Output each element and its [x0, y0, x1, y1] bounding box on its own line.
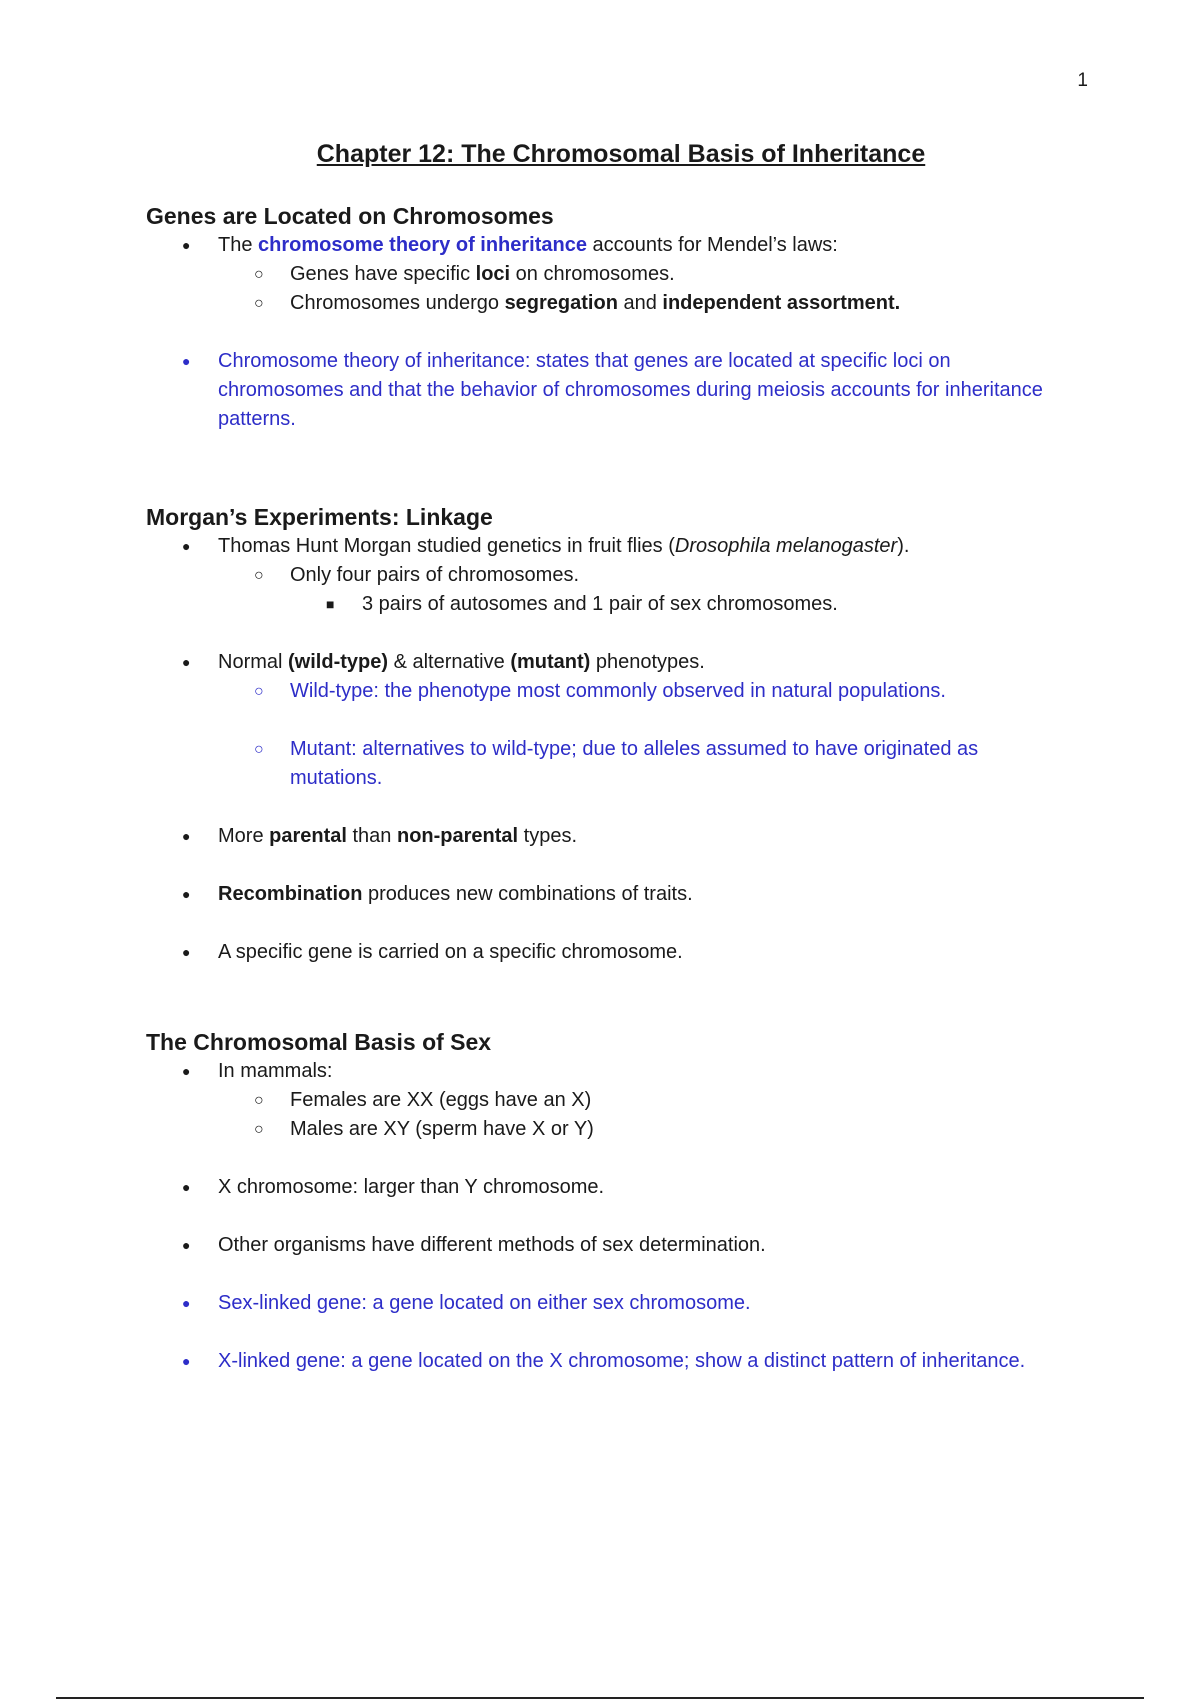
section-genes-located [146, 201, 1066, 434]
definition-item: ● Chromosome theory of inheritance: states that genes are located at specific loci on chromosomes and that the behavior of chromosomes during meiosis accounts for inheritance patterns. [146, 347, 1066, 434]
spacer [146, 318, 1066, 347]
page-title: Chapter 12: The Chromosomal Basis of Inheritance [316, 140, 926, 168]
list-item: ○ Only four pairs of chromosomes. [146, 561, 1066, 590]
spacer [146, 1260, 1066, 1289]
spacer [146, 909, 1066, 938]
section-chromosomal-basis-of-sex [146, 1027, 1066, 1376]
spacer [146, 706, 1066, 735]
spacer [146, 1202, 1066, 1231]
definition-item: ● Sex-linked gene: a gene located on either sex chromosome. [146, 1289, 1066, 1318]
bullet-list [146, 1057, 1066, 1376]
page-bottom-rule [56, 1697, 1144, 1699]
list-item: ● Other organisms have different methods of sex determination. [146, 1231, 1066, 1260]
list-item: ○ Chromosomes undergo segregation and independent assortment. [146, 289, 1066, 318]
list-item: ● X chromosome: larger than Y chromosome. [146, 1173, 1066, 1202]
section-heading: Genes are Located on Chromosomes [146, 203, 554, 229]
list-item: ● A specific gene is carried on a specific chromosome. [146, 938, 1066, 967]
spacer [146, 851, 1066, 880]
list-item: ● Normal (wild-type) & alternative (mutant) phenotypes. [146, 648, 1066, 677]
spacer [146, 967, 1066, 1027]
section-morgan-experiments [146, 502, 1066, 967]
definition-item: ○ Wild-type: the phenotype most commonly observed in natural populations. [146, 677, 1066, 706]
spacer [146, 793, 1066, 822]
spacer [146, 1318, 1066, 1347]
section-heading: The Chromosomal Basis of Sex [146, 1029, 492, 1055]
list-item: ● Thomas Hunt Morgan studied genetics in fruit flies (Drosophila melanogaster). [146, 532, 1066, 561]
list-item: ■ 3 pairs of autosomes and 1 pair of sex chromosomes. [146, 590, 1066, 619]
spacer [146, 1144, 1066, 1173]
bullet-list [146, 532, 1066, 967]
spacer [146, 619, 1066, 648]
list-item: ● Recombination produces new combinations of traits. [146, 880, 1066, 909]
page-number: 1 [1077, 70, 1088, 91]
list-item: ● In mammals: [146, 1057, 1066, 1086]
definition-item: ● X-linked gene: a gene located on the X chromosome; show a distinct pattern of inheritance. [146, 1347, 1066, 1376]
definition-item: ○ Mutant: alternatives to wild-type; due to alleles assumed to have originated as mutations. [146, 735, 1066, 793]
key-term: chromosome theory of inheritance [258, 234, 587, 256]
list-item: ○ Females are XX (eggs have an X) [146, 1086, 1066, 1115]
list-item: ○ Genes have specific loci on chromosomes. [146, 260, 1066, 289]
list-item: ● The chromosome theory of inheritance accounts for Mendel’s laws: [146, 231, 1066, 260]
spacer [146, 434, 1066, 502]
section-heading: Morgan’s Experiments: Linkage [146, 504, 493, 530]
list-item: ● More parental than non-parental types. [146, 822, 1066, 851]
document-body [146, 140, 1066, 1376]
bullet-list [146, 231, 1066, 434]
list-item: ○ Males are XY (sperm have X or Y) [146, 1115, 1066, 1144]
